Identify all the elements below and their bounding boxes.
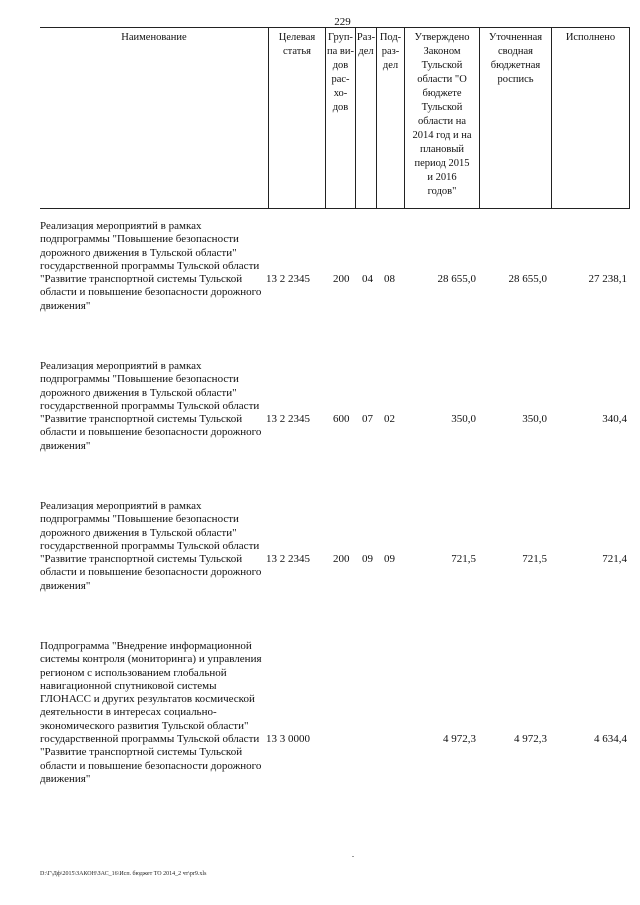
row-group: 200 xyxy=(333,273,350,285)
row-approved: 350,0 xyxy=(451,413,476,425)
row-refined: 4 972,3 xyxy=(514,733,547,745)
row-refined: 721,5 xyxy=(522,553,547,565)
row-group: 200 xyxy=(333,553,350,565)
row-name: Подпрограмма "Внедрение информационной системы контроля (мониторинга) и управления регионом с использованием глобальной навигационной спутниковой системы ГЛОНАСС и других результатов космической деятельности в интересах социально-экономического развития Тульской области" государственной программы Тульской области "Развитие транспортной системы Тульской области и повышение безопасности дорожного движения" xyxy=(40,640,262,785)
page-number: 229 xyxy=(334,16,351,28)
row-executed: 340,4 xyxy=(602,413,627,425)
row-name: Реализация мероприятий в рамках подпрограммы "Повышение безопасности дорожного движения в Тульской области" государственной программы Тульской области "Развитие транспортной системы Тульской области и повышение безопасности дорожного движения" xyxy=(40,220,262,312)
column-header-executed: Исполнено xyxy=(551,28,630,208)
row-executed: 27 238,1 xyxy=(588,273,627,285)
row-executed: 721,4 xyxy=(602,553,627,565)
column-header-name: Наименование xyxy=(121,32,187,43)
row-target: 13 2 2345 xyxy=(266,553,310,565)
row-target: 13 2 2345 xyxy=(266,413,310,425)
column-header-section: Раз- дел xyxy=(355,28,376,208)
column-header-target: Целевая статья xyxy=(268,28,325,208)
row-name: Реализация мероприятий в рамках подпрограммы "Повышение безопасности дорожного движения в Тульской области" государственной программы Тульской области "Развитие транспортной системы Тульской области и повышение безопасности дорожного движения" xyxy=(40,360,262,452)
row-approved: 721,5 xyxy=(451,553,476,565)
row-approved: 28 655,0 xyxy=(437,273,476,285)
row-refined: 350,0 xyxy=(522,413,547,425)
row-subsection: 02 xyxy=(384,413,395,425)
row-approved: 4 972,3 xyxy=(443,733,476,745)
row-group: 600 xyxy=(333,413,350,425)
column-header-subsection: Под- раз- дел xyxy=(376,28,404,208)
row-section: 07 xyxy=(362,413,373,425)
column-header-refined: Уточненная сводная бюджетная роспись xyxy=(479,28,551,208)
scan-speck xyxy=(352,856,354,857)
table-header xyxy=(40,27,630,209)
row-subsection: 08 xyxy=(384,273,395,285)
row-refined: 28 655,0 xyxy=(508,273,547,285)
row-subsection: 09 xyxy=(384,553,395,565)
column-header-approved: Утверждено Законом Тульской области "О бюджете Тульской области на 2014 год и на плановый период 2015 и 2016 годов" xyxy=(404,28,479,208)
column-header-group: Груп- па ви- дов рас- хо- дов xyxy=(325,28,355,208)
row-section: 09 xyxy=(362,553,373,565)
row-name: Реализация мероприятий в рамках подпрограммы "Повышение безопасности дорожного движения в Тульской области" государственной программы Тульской области "Развитие транспортной системы Тульской области и повышение безопасности дорожного движения" xyxy=(40,500,262,592)
footer-file-path: D:\Г\Дф\2015\ЗАКОН\ЗАС_16\Исп. бюджет ТО 2014_2 чт\pr9.xls xyxy=(40,871,207,877)
row-executed: 4 634,4 xyxy=(594,733,627,745)
row-section: 04 xyxy=(362,273,373,285)
row-target: 13 3 0000 xyxy=(266,733,310,745)
row-target: 13 2 2345 xyxy=(266,273,310,285)
